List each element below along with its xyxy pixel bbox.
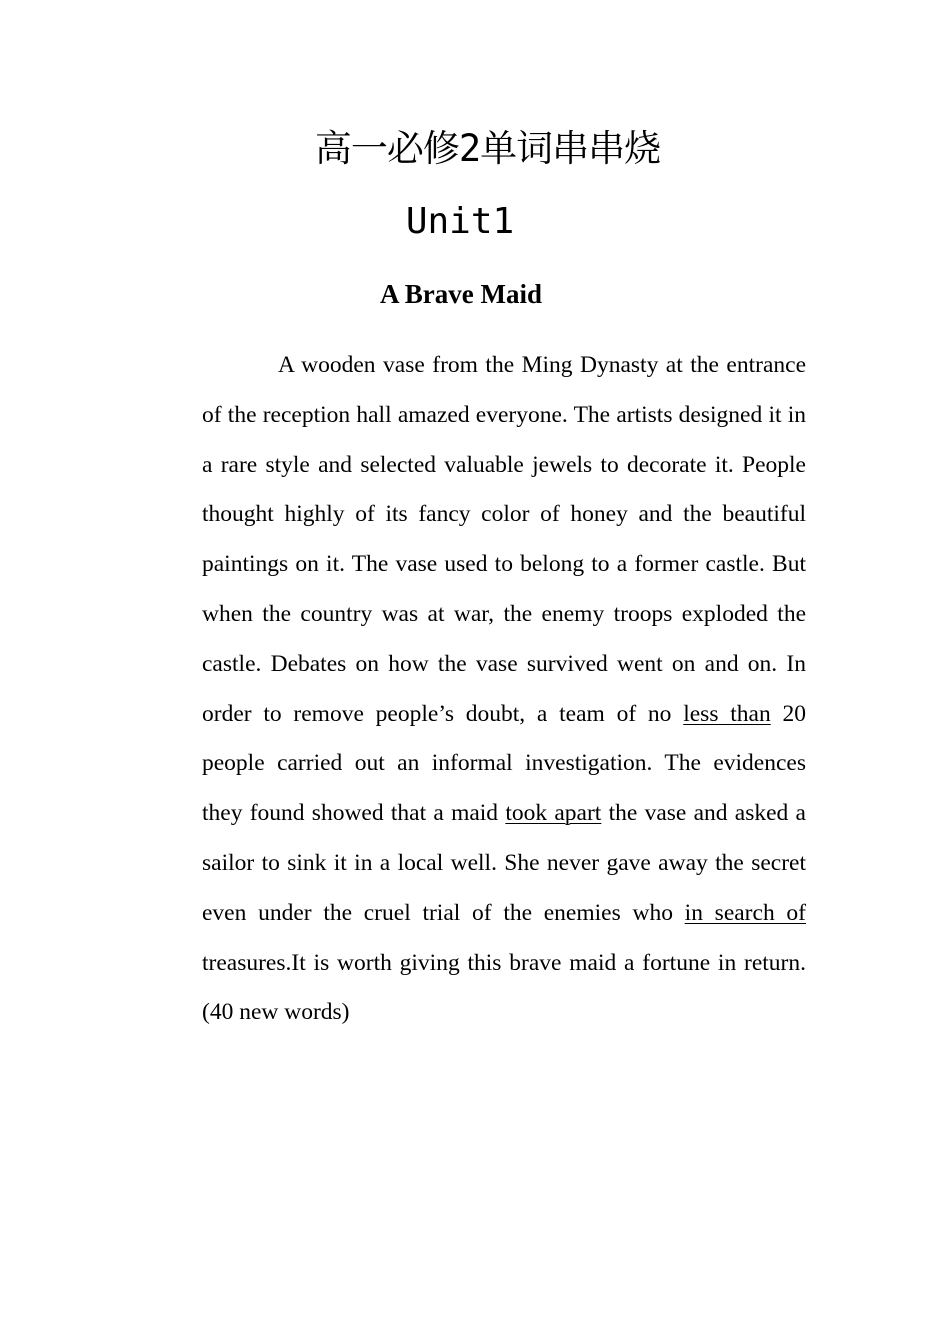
phrase-less-than: less than [683,700,771,727]
phrase-in-search-of: in search of [684,899,806,926]
phrase-took-apart: took apart [505,800,602,827]
paragraph-text: the vase and asked a sailor to sink it in a local well. She never gave away the secret even under the cruel trial of the enemies who [202,800,806,926]
paragraph-text: treasures.It is worth giving this brave maid a fortune in return. (40 new words) [202,949,806,1026]
paragraph-text: A wooden vase from the Ming Dynasty at the entrance of the reception hall amazed everyone. The artists designed it in a rare style and selected valuable jewels to decorate it. People thought highly of its fancy color of honey and the beautiful paintings on it. The vase used to belong to a former castle. But when the country was at war, the enemy troops exploded the castle. Debates on how the vase survived went on and on. In order to remove people’s doubt, a team of no [202,352,806,727]
story-paragraph [202,341,806,1038]
unit-heading: Unit1 [405,201,515,242]
paragraph-text: 20 people carried out an informal investigation. The evidences they found showed that a maid [202,700,806,827]
story-title: A Brave Maid [380,279,542,309]
document-title: 高一必修2单词串串烧 [314,127,661,170]
